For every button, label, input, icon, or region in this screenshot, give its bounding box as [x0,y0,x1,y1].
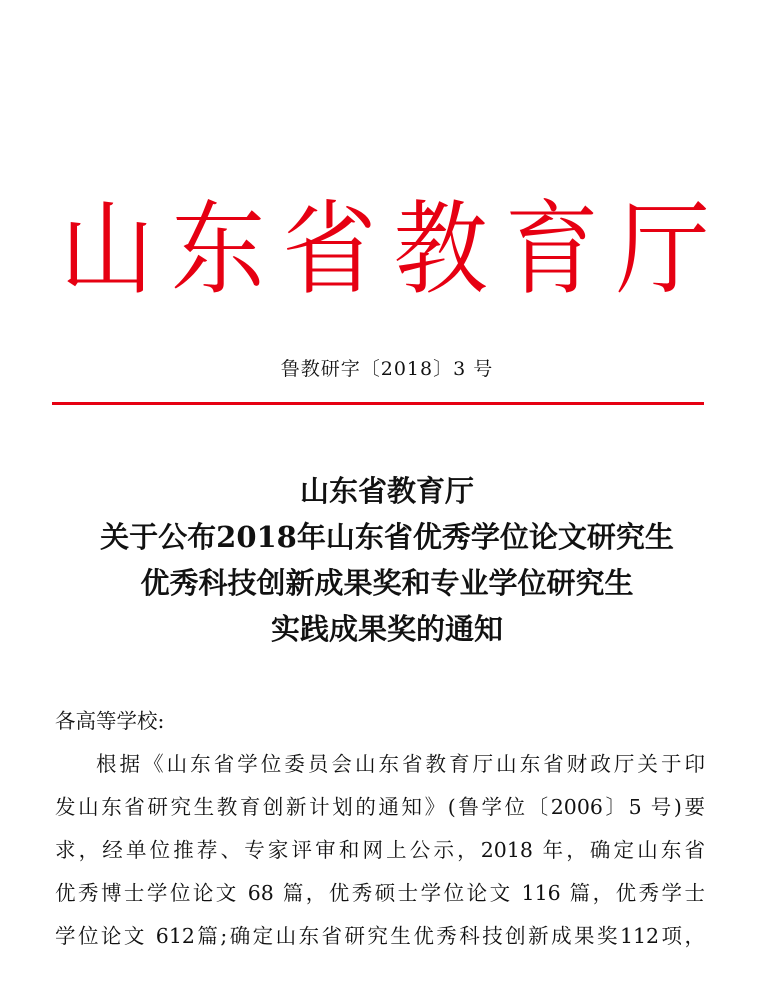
document-body [55,700,705,958]
title-line: 实践成果奖的通知 [270,612,503,646]
body-line: 学位论文 612篇;确定山东省研究生优秀科技创新成果奖112项， [55,924,705,948]
salutation: 各高等学校: [55,709,165,733]
masthead-char: 东 [171,191,266,310]
body-line: 求，经单位推荐、专家评审和网上公示，2018 年，确定山东省 [55,838,705,862]
masthead-char: 省 [282,191,377,310]
title-line: 山东省教育厅 [299,474,474,508]
masthead-char: 山 [60,191,155,310]
document-title [0,468,774,652]
body-line: 根据《山东省学位委员会山东省教育厅山东省财政厅关于印 [96,752,705,776]
red-divider-line [52,402,704,405]
masthead-char: 厅 [615,191,710,310]
masthead-title [60,191,710,310]
document-number: 鲁教研字〔2018〕3 号 [280,358,494,380]
title-line: 优秀科技创新成果奖和专业学位研究生 [140,566,634,600]
masthead-char: 育 [504,191,599,310]
masthead-char: 教 [393,191,488,310]
title-line: 关于公布2018年山东省优秀学位论文研究生 [100,520,674,554]
body-line: 优秀博士学位论文 68 篇，优秀硕士学位论文 116 篇，优秀学士 [55,881,705,905]
body-line: 发山东省研究生教育创新计划的通知》(鲁学位〔2006〕5 号)要 [55,795,705,819]
